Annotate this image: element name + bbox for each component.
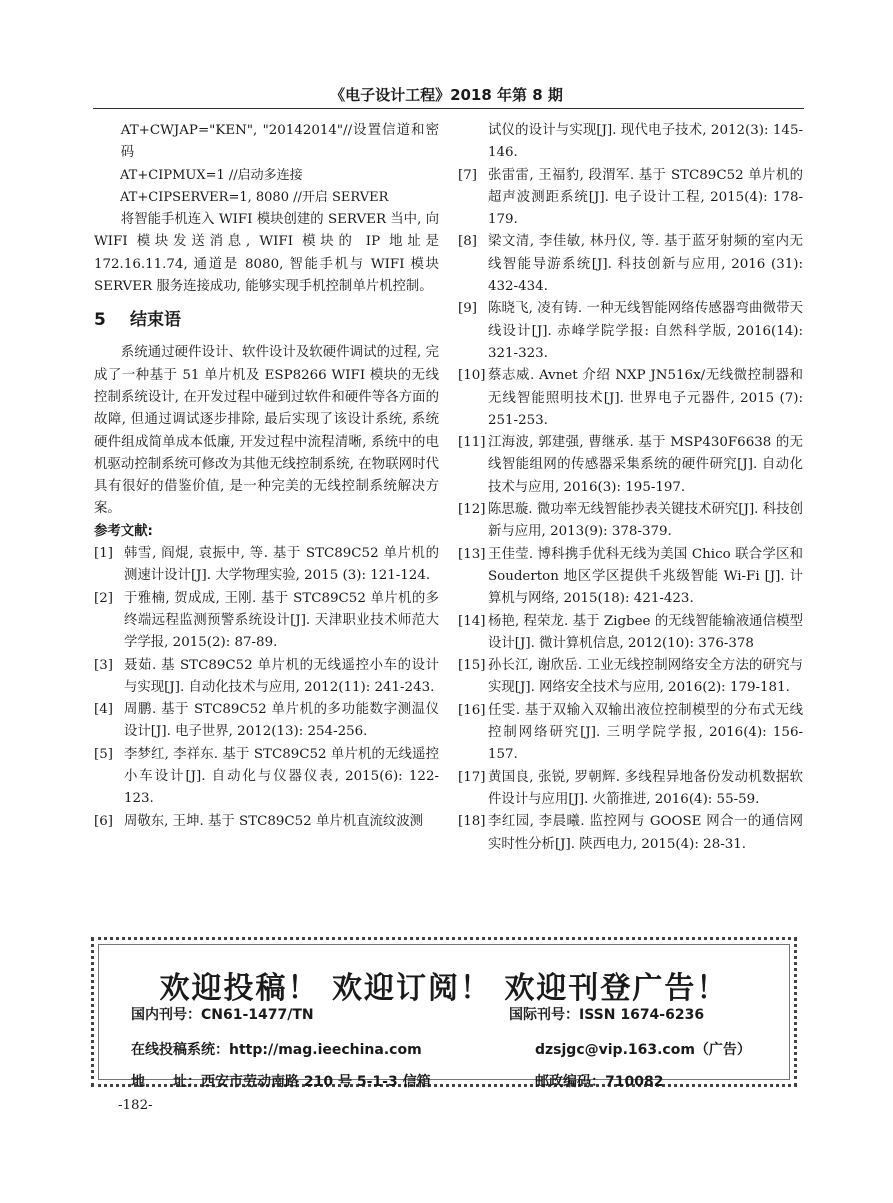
welcome-banner: 欢迎投稿！ 欢迎订阅！ 欢迎刊登广告！ [159, 971, 729, 1006]
left-column [94, 120, 439, 833]
reference-item [94, 588, 439, 655]
reference-number: [1] [94, 546, 113, 562]
section-title: 结束语 [130, 310, 181, 331]
reference-item [94, 811, 439, 833]
address: 地 址：西安市劳动南路 210 号 5-1-3 信箱 [131, 1074, 431, 1090]
header-rule [93, 108, 804, 109]
online-submission: 在线投稿系统：http://mag.ieechina.com [131, 1042, 422, 1058]
reference-number: [6] [94, 813, 113, 829]
reference-number: [8] [458, 234, 477, 250]
reference-number: [2] [94, 590, 113, 606]
reference-text: 蔡志威. Avnet 介绍 NXP JN516x/无线微控制器和无线智能照明技术[J]. 世界电子元器件, 2015 (7): 251-253. [488, 368, 803, 428]
reference-list-right [458, 165, 803, 856]
page-number: -182- [118, 1098, 153, 1113]
reference-text: 王佳莹. 博科携手优科无线为美国 Chico 联合学区和 Souderton 地区学区提供千兆级智能 Wi-Fi [J]. 计算机与网络, 2015(18): 421-423. [488, 546, 803, 607]
reference-item [94, 655, 439, 700]
section-number: 5 [94, 310, 106, 331]
reference-text: 张雷雷, 王福豹, 段渭军. 基于 STC89C52 单片机的超声波测距系统[J]. 电子设计工程, 2015(4): 178-179. [488, 167, 803, 228]
reference-text: 陈思璇. 微功率无线智能抄表关键技术研究[J]. 科技创新与应用, 2013(9): 378-379. [488, 502, 803, 540]
cn-number: 国内刊号：CN61-1477/TN [131, 1007, 314, 1023]
reference-text: 陈晓飞, 凌有铸. 一种无线智能网络传感器弯曲微带天线设计[J]. 赤峰学院学报: 自然科学版, 2016(14): 321-323. [488, 301, 803, 361]
reference-number: [17] [458, 769, 486, 785]
reference-item [458, 432, 803, 499]
reference-number: [18] [458, 814, 486, 830]
reference-item [458, 365, 803, 432]
reference-text: 聂茹. 基 STC89C52 单片机的无线遥控小车的设计与实现[J]. 自动化技术与应用, 2012(11): 241-243. [124, 657, 439, 695]
reference-number: [3] [94, 657, 113, 673]
reference-text: 黄国良, 张锐, 罗朝辉. 多线程异地备份发动机数据软件设计与应用[J]. 火箭推进, 2016(4): 55-59. [488, 769, 803, 807]
journal-header: 《电子设计工程》2018 年第 8 期 [330, 86, 563, 104]
reference-text: 韩雪, 阎焜, 袁振中, 等. 基于 STC89C52 单片机的测速计设计[J]. 大学物理实验, 2015 (3): 121-124. [124, 546, 439, 584]
reference-text: 周鹏. 基于 STC89C52 单片机的多功能数字测温仪设计[J]. 电子世界, 2012(13): 254-256. [124, 702, 439, 740]
reference-text: 周敬东, 王坤. 基于 STC89C52 单片机直流纹波测 [124, 813, 424, 829]
reference-item [458, 767, 803, 812]
reference-number: [9] [458, 301, 477, 317]
code-line-cipserver: AT+CIPSERVER=1, 8080 //开启 SERVER [120, 189, 389, 205]
reference-item [458, 499, 803, 544]
reference-number: [14] [458, 613, 486, 629]
reference-continuation: 试仪的设计与实现[J]. 现代电子技术, 2012(3): 145-146. [488, 123, 803, 161]
reference-text: 于雅楠, 贺成成, 王刚. 基于 STC89C52 单片机的多终端远程监测预警系统设计[J]. 天津职业技术师范大学学报, 2015(2): 87-89. [124, 590, 439, 651]
reference-item [458, 298, 803, 365]
reference-text: 李红园, 李晨曦. 监控网与 GOOSE 网合一的通信网实时性分析[J]. 陕西电力, 2015(4): 28-31. [488, 814, 803, 852]
reference-item [458, 165, 803, 232]
reference-number: [16] [458, 702, 486, 718]
contact-email: dzsjgc@vip.163.com（广告） [535, 1042, 751, 1058]
reference-text: 江海波, 郭建强, 曹继承. 基于 MSP430F6638 的无线智能组网的传感器采集系统的硬件研究[J]. 自动化技术与应用, 2016(3): 195-197. [488, 435, 803, 495]
reference-item [458, 655, 803, 700]
section-heading [94, 306, 439, 334]
reference-number: [12] [458, 502, 486, 518]
reference-item [458, 611, 803, 656]
reference-text: 孙长江, 谢欣岳. 工业无线控制网络安全方法的研究与实现[J]. 网络安全技术与应用, 2016(2): 179-181. [488, 658, 803, 696]
reference-item [458, 231, 803, 298]
postcode: 邮政编码：710082 [535, 1074, 664, 1090]
right-column [458, 120, 803, 856]
reference-text: 李梦红, 李祥东. 基于 STC89C52 单片机的无线遥控小车设计[J]. 自动化与仪器仪表, 2015(6): 122-123. [124, 746, 439, 807]
code-line-cwjap: AT+CWJAP="KEN", "20142014"//设置信道和密码 [120, 123, 439, 161]
subscription-box [91, 937, 797, 1090]
reference-number: [7] [458, 167, 477, 183]
reference-number: [13] [458, 546, 486, 562]
reference-item [458, 811, 803, 856]
reference-text: 梁文清, 李佳敏, 林丹仪, 等. 基于蓝牙射频的室内无线智能导游系统[J]. 科技创新与应用, 2016 (31): 432-434. [488, 234, 803, 295]
issn-number: 国际刊号：ISSN 1674-6236 [509, 1007, 705, 1023]
reference-list-left [94, 543, 439, 833]
reference-number: [15] [458, 658, 486, 674]
reference-text: 杨艳, 程荣龙. 基于 Zigbee 的无线智能输液通信模型设计[J]. 微计算机信息, 2012(10): 376-378 [488, 613, 803, 651]
reference-text: 任雯. 基于双输入双输出液位控制模型的分布式无线控制网络研究[J]. 三明学院学报, 2016(4): 156-157. [488, 702, 803, 763]
reference-number: [10] [458, 368, 486, 384]
reference-number: [5] [94, 746, 113, 762]
reference-number: [4] [94, 702, 113, 718]
reference-item [94, 744, 439, 811]
reference-item [458, 700, 803, 767]
body-paragraph: 将智能手机连入 WIFI 模块创建的 SERVER 当中, 向 WIFI 模块发送消息, WIFI 模块的 IP 地址是 172.16.11.74, 通道是 8080, 智能手机与 WIFI 模块 SERVER 服务连接成功, 能够实现手机控制单片机控制。 [94, 212, 439, 295]
reference-item [458, 544, 803, 611]
subscription-box-inner [98, 944, 790, 1090]
code-line-cipmux: AT+CIPMUX=1 //启动多连接 [120, 167, 303, 183]
reference-number: [11] [458, 435, 486, 451]
reference-item [94, 543, 439, 588]
reference-item [94, 699, 439, 744]
references-heading: 参考文献: [94, 523, 153, 539]
conclusion-paragraph: 系统通过硬件设计、软件设计及软硬件调试的过程, 完成了一种基于 51 单片机及 ESP8266 WIFI 模块的无线控制系统设计, 在开发过程中碰到过软件和硬件等各方面的故障, 但通过调试逐步排除, 最后实现了该设计系统, 系统硬件组成简单成本低廉, 开发过程中流程清晰, 系统中的电机驱动控制系统可修改为其他无线控制系统, 在物联网时代具有很好的借鉴价值, 是一种完美的无线控制系统解决方案。 [94, 345, 439, 517]
